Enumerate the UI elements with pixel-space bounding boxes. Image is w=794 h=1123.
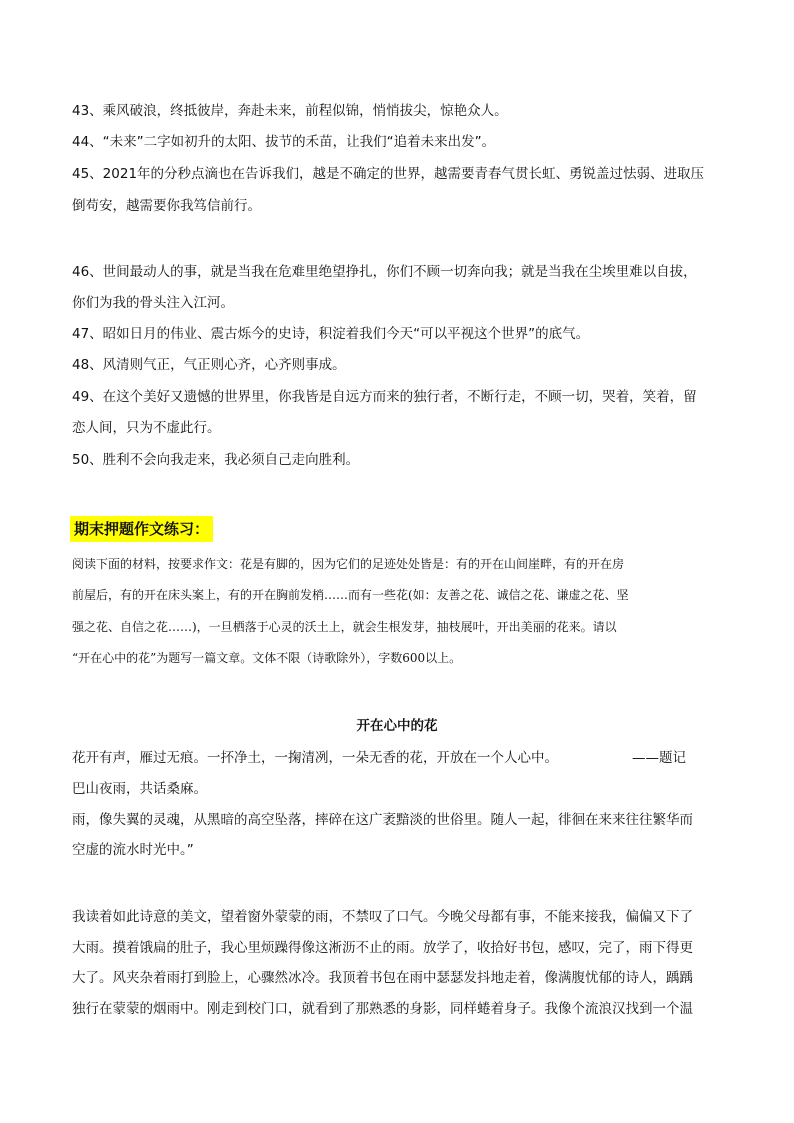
essay-title: 开在心中的花 <box>356 718 438 734</box>
prompt-line: 前屋后，有的开在床头案上，有的开在胸前发梢……而有一些花(如：友善之花、诚信之花、谦虚之花、坚 <box>72 588 629 602</box>
prompt-line: “开在心中的花”为题写一篇文章。文体不限（诗歌除外），字数600以上。 <box>72 651 462 665</box>
list-item: 47、昭如日月的伟业、震古烁今的史诗，积淀着我们今天“可以平视这个世界”的底气。 <box>72 326 590 342</box>
epigraph: 花开有声，雁过无痕。一抔净土，一掬清冽，一朵无香的花，开放在一个人心中。 <box>72 750 558 766</box>
list-item: 恋人间，只为不虚此行。 <box>72 420 221 436</box>
list-item: 倒苟安，越需要你我笃信前行。 <box>72 198 261 214</box>
essay-line: 独行在蒙蒙的烟雨中。刚走到校门口，就看到了那熟悉的身影，同样蜷着身子。我像个流浪汉找到一个温 <box>72 1001 693 1017</box>
prompt-line: 强之花、自信之花……)，一旦栖落于心灵的沃土上，就会生根发芽，抽枝展叶，开出美丽的花来。请以 <box>72 620 617 634</box>
list-item: 49、在这个美好又遗憾的世界里，你我皆是自远方而来的独行者，不断行走，不顾一切，哭着，笑着，留 <box>72 389 697 405</box>
list-item: 48、风清则气正，气正则心齐，心齐则事成。 <box>72 357 346 373</box>
essay-line: 我读着如此诗意的美文，望着窗外蒙蒙的雨，不禁叹了口气。今晚父母都有事，不能来接我，偏偏又下了 <box>72 909 693 925</box>
list-item: 你们为我的骨头注入江河。 <box>72 295 234 311</box>
essay-line: 大雨。摸着饿扁的肚子，我心里烦躁得像这淅沥不止的雨。放学了，收拾好书包，感叹，完了，雨下得更 <box>72 940 693 956</box>
list-item: 44、“未来”二字如初升的太阳、拔节的禾苗，让我们“追着未来出发”。 <box>72 134 496 150</box>
list-item: 50、胜利不会向我走来，我必须自己走向胜利。 <box>72 452 360 468</box>
section-heading: 期末押题作文练习： <box>70 516 213 542</box>
epigraph-attribution: ——题记 <box>632 750 686 766</box>
essay-line: 巴山夜雨，共话桑麻。 <box>72 781 207 797</box>
prompt-line: 阅读下面的材料，按要求作文：花是有脚的，因为它们的足迹处处皆是：有的开在山间崖畔，有的开在房 <box>72 557 625 571</box>
list-item: 45、2021年的分秒点滴也在告诉我们，越是不确定的世界，越需要青春气贯长虹、勇锐盖过怯弱、进取压 <box>72 166 705 182</box>
list-item: 46、世间最动人的事，就是当我在危难里绝望挣扎，你们不顾一切奔向我；就是当我在尘埃里难以自拔， <box>72 264 697 280</box>
essay-line: 雨，像失翼的灵魂，从黑暗的高空坠落，摔碎在这广袤黯淡的世俗里。随人一起，徘徊在来来往往繁华而 <box>72 812 693 828</box>
essay-line: 空虚的流水时光中。” <box>72 842 194 858</box>
essay-line: 大了。风夹杂着雨打到脸上，心骤然冰冷。我顶着书包在雨中瑟瑟发抖地走着，像满腹忧郁的诗人，踽踽 <box>72 970 693 986</box>
list-item: 43、乘风破浪，终抵彼岸，奔赴未来，前程似锦，悄悄拔尖，惊艳众人。 <box>72 103 508 119</box>
